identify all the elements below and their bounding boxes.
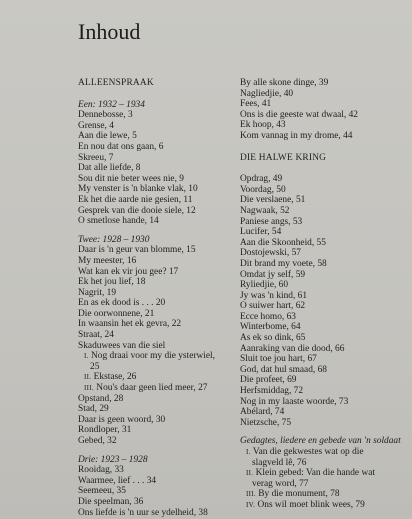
toc-entry: Stad, 29 [78,404,109,415]
toc-entry: Opstand, 28 [78,393,124,404]
toc-entry: Fees, 41 [240,99,272,110]
toc-entry: Die speelman, 36 [78,496,144,507]
section-heading: DIE HALWE KRING [240,152,327,163]
toc-entry: Aan die Skoonheid, 55 [240,237,326,248]
toc-entry: My meester, 16 [78,255,137,266]
toc-entry: Nagwaak, 52 [240,205,290,216]
section-spacer [240,428,412,436]
toc-entry: Nog in my laaste woorde, 73 [240,396,349,407]
toc-entry: Die verslaene, 51 [240,195,306,206]
toc-entry: Seemeeu, 35 [78,486,126,497]
toc-entry: God, dat hul smaad, 68 [240,364,327,375]
toc-entry: In waansin het ek gevra, 22 [78,319,182,330]
toc-entry: Gebed, 32 [78,436,117,446]
toc-entry: Opdrag, 49 [240,174,283,185]
toc-entry: Dat alle liefde, 8 [78,163,141,174]
toc-numbered-entry [78,372,238,383]
toc-entry: Ek het jou lief, 18 [78,277,146,288]
toc-entry: Daar is 'n geur van blomme, 15 [78,245,196,256]
entry-number: I. [84,352,89,361]
toc-entry: Dennebosse, 3 [78,110,133,121]
entry-text: Nog draai voor my die ysterwiel, [91,351,215,362]
toc-entry: As ek so dink, 65 [240,333,306,344]
toc-entry: Ecce homo, 63 [240,311,296,322]
toc-entry: Daar is geen woord, 30 [78,414,166,425]
page-title: Inhoud [78,19,141,44]
subsection-heading: Gedagtes, liedere en gebede van 'n soldaat [240,436,401,447]
toc-entry: En nou dat ons gaan, 6 [78,141,164,152]
toc-numbered-entry [240,489,412,500]
entry-number: II. [84,373,92,382]
subsection-heading: Twee: 1928 – 1930 [78,234,150,245]
subsection-heading: Een: 1932 – 1934 [78,99,145,110]
toc-entry: Waarmee, lief . . . 34 [78,475,157,486]
toc-entry: My venster is 'n blanke vlak, 10 [78,184,198,195]
toc-entry: Skreeu, 7 [78,152,114,163]
toc-entry: Grense, 4 [78,120,114,131]
toc-entry: En as ek dood is . . . 20 [78,298,166,309]
toc-entry: Nagrit, 19 [78,287,117,298]
toc-entry: Aan die lewe, 5 [78,131,137,142]
toc-entry-continuation: slagveld lê, 76 [252,457,307,468]
toc-entry: Abélard, 74 [240,407,285,418]
toc-entry: Winterbome, 64 [240,322,301,333]
toc-entry-continuation: verag word, 77 [252,478,309,489]
section-spacer [78,89,238,100]
subsection-heading: Drie: 1923 – 1928 [78,454,148,465]
toc-entry: Ons is die geeste wat dwaal, 42 [240,109,358,120]
toc-right-column [240,78,412,511]
toc-entry: Sluit toe jou hart, 67 [240,354,317,365]
entry-number: II. [246,469,254,478]
toc-numbered-entry [78,351,238,362]
toc-entry: Skaduwees van die siel [78,340,166,351]
toc-numbered-entry [78,383,238,394]
entry-number: I. [246,448,251,456]
section-spacer [78,447,238,455]
toc-entry: Dostojewski, 57 [240,248,301,259]
toc-entry: Lucifer, 54 [240,227,282,238]
toc-entry: O smetlose hande, 14 [78,216,159,227]
toc-entry: Paniese angs, 53 [240,216,303,227]
section-spacer [240,142,412,153]
section-spacer [240,163,412,174]
toc-left-column [78,78,238,518]
entry-text: Ons wil moet blink wees, 79 [257,499,365,510]
toc-numbered-entry [240,447,412,458]
toc-entry: O suiwer hart, 62 [240,301,306,312]
toc-entry: Die oorwonnene, 21 [78,308,155,319]
entry-text: Nou's daar geen lied meer, 27 [96,383,208,394]
toc-entry: Ons liefde is 'n uur se ydelheid, 38 [78,507,208,518]
toc-entry: Ek het die aarde nie gesien, 11 [78,194,193,205]
toc-entry: Rooidag, 33 [78,465,124,476]
toc-entry: Sou dit nie beter wees nie, 9 [78,173,184,184]
toc-entry: Nietzsche, 75 [240,417,292,428]
toc-entry: Ek hoop, 43 [240,120,286,131]
toc-entry: Jy was 'n kind, 61 [240,290,308,301]
toc-entry: Omdat jy self, 59 [240,269,306,280]
entry-number: IV. [246,500,256,509]
entry-text: By die monument, 78 [258,489,340,500]
toc-entry: Gesprek van die dooie siele, 12 [78,205,196,216]
entry-text: Van die gekwestes wat op die [252,447,364,457]
toc-entry: Voordag, 50 [240,184,286,195]
section-heading: ALLEENSPRAAK [78,78,154,88]
toc-entry: Kom vannag in my drome, 44 [240,130,353,141]
toc-entry: Die profeet, 69 [240,375,297,386]
entry-text: Ekstase, 26 [93,372,137,383]
toc-entry: Aanraking van die dood, 66 [240,343,345,354]
entry-text: Klein gebed: Van die hande wat [255,468,375,479]
toc-entry: Wat kan ek vir jou gee? 17 [78,266,179,277]
toc-entry: Straat, 24 [78,330,114,341]
section-spacer [78,227,238,235]
toc-entry: Ryliedjie, 60 [240,280,289,291]
toc-entry: By alle skone dinge, 39 [240,78,329,88]
toc-numbered-entry [240,500,412,511]
entry-number: III. [84,384,94,393]
toc-entry: Rondloper, 31 [78,425,132,436]
entry-number: III. [246,490,256,499]
toc-entry: Dit brand my voete, 58 [240,258,327,269]
toc-numbered-entry [240,468,412,479]
toc-entry-continuation: 25 [90,361,100,372]
toc-entry: Nagliedjie, 40 [240,88,294,99]
toc-entry: Herfsmiddag, 72 [240,386,304,397]
